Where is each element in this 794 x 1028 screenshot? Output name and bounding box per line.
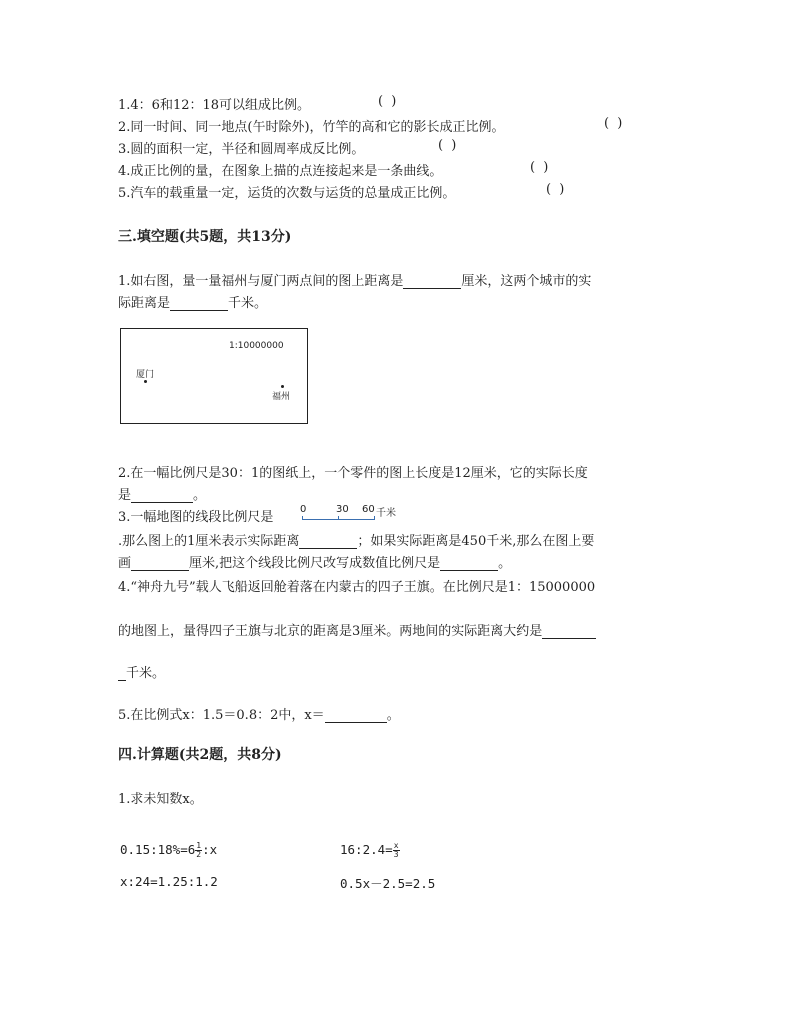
judge-item-1: 1.4：6和12：18可以组成比例。: [118, 98, 311, 113]
scalebar-mark-30: [338, 516, 339, 520]
fill-q3-line1: 3.一幅地图的线段比例尺是: [118, 510, 274, 525]
fill-q2-line1: 2.在一幅比例尺是30：1的图纸上，一个零件的图上长度是12厘米，它的实际长度: [118, 466, 588, 481]
answer-bracket-5[interactable]: ( ): [546, 182, 567, 197]
scalebar-tick-60: 60: [362, 504, 375, 515]
scalebar-tick-30: 30: [336, 504, 349, 515]
judge-item-3: 3.圆的面积一定，半径和圆周率成反比例。: [118, 142, 365, 157]
scalebar-unit: 千米: [376, 508, 396, 519]
equation-4: 0.5x－2.5=2.5: [340, 876, 436, 891]
fill-blank-q1b[interactable]: [170, 296, 228, 311]
equation-2: 16:2.4= $\frac{x}{3}$: [340, 841, 399, 859]
answer-bracket-2[interactable]: ( ): [604, 116, 625, 131]
map-city-xiamen: 厦门: [136, 370, 155, 380]
map-city-fuzhou: 福州: [272, 392, 291, 402]
scalebar-tick-0: 0: [300, 504, 307, 515]
judge-item-2: 2.同一时间、同一地点(午时除外)，竹竿的高和它的影长成正比例。: [118, 120, 505, 135]
fill-q4-line2: 的地图上，量得四子王旗与北京的距离是3厘米。两地间的实际距离大约是: [118, 620, 596, 639]
fill-blank-q2[interactable]: [131, 488, 193, 503]
fill-q3-line2: .那么图上的1厘米表示实际距离 ；如果实际距离是450千米,那么在图上要: [118, 534, 595, 549]
section4-heading: 四.计算题(共2题，共8分): [118, 747, 282, 763]
fill-blank-q3a[interactable]: [299, 534, 357, 549]
answer-bracket-4[interactable]: ( ): [530, 160, 551, 175]
fill-blank-q5[interactable]: [325, 708, 387, 723]
scalebar-mark-0: [302, 516, 303, 520]
answer-bracket-1[interactable]: ( ): [378, 94, 399, 109]
fuzhou-dot: [281, 385, 284, 388]
map-figure: [120, 328, 308, 424]
calc-q1: 1.求未知数x。: [118, 792, 203, 807]
answer-bracket-3[interactable]: ( ): [438, 138, 459, 153]
fraction-one-half: $\frac{1}{2}$: [196, 841, 202, 859]
xiamen-dot: [144, 380, 147, 383]
fill-blank-q1a[interactable]: [403, 274, 461, 289]
section3-heading: 三.填空题(共5题，共13分): [118, 229, 292, 245]
equation-3: x:24=1.25:1.2: [120, 874, 218, 889]
judge-item-5: 5.汽车的载重量一定，运货的次数与运货的总量成正比例。: [118, 186, 456, 201]
fill-blank-q3b[interactable]: [131, 556, 189, 571]
fill-q1-line1: 1.如右图，量一量福州与厦门两点间的图上距离是 厘米，这两个城市的实: [118, 274, 592, 289]
map-scale-label: 1:10000000: [229, 341, 284, 351]
line-scale-bar: [298, 502, 408, 524]
judge-item-4: 4.成正比例的量，在图象上描的点连接起来是一条曲线。: [118, 164, 443, 179]
fill-q4-line1: 4.“神舟九号”载人飞船返回舱着落在内蒙古的四子王旗。在比例尺是1：15000000: [118, 580, 596, 595]
fill-q5: 5.在比例式x：1.5＝0.8：2中，x＝ 。: [118, 708, 400, 723]
fill-blank-q4a[interactable]: [542, 624, 596, 639]
equation-1: 0.15:18%=6 $\frac{1}{2}$ :x: [120, 841, 218, 859]
scalebar-mark-60: [374, 516, 375, 520]
fill-blank-q3c[interactable]: [440, 556, 498, 571]
fill-q2-line2: 是 。: [118, 488, 207, 503]
fill-q4-line3: 千米。: [118, 662, 165, 681]
fill-q1-line2: 际距离是 千米。: [118, 296, 268, 311]
fill-q3-line3: 画 厘米,把这个线段比例尺改写成数值比例尺是 。: [118, 556, 512, 571]
fraction-x-over-3: $\frac{x}{3}$: [393, 841, 399, 859]
fill-blank-q4b[interactable]: [118, 666, 126, 681]
